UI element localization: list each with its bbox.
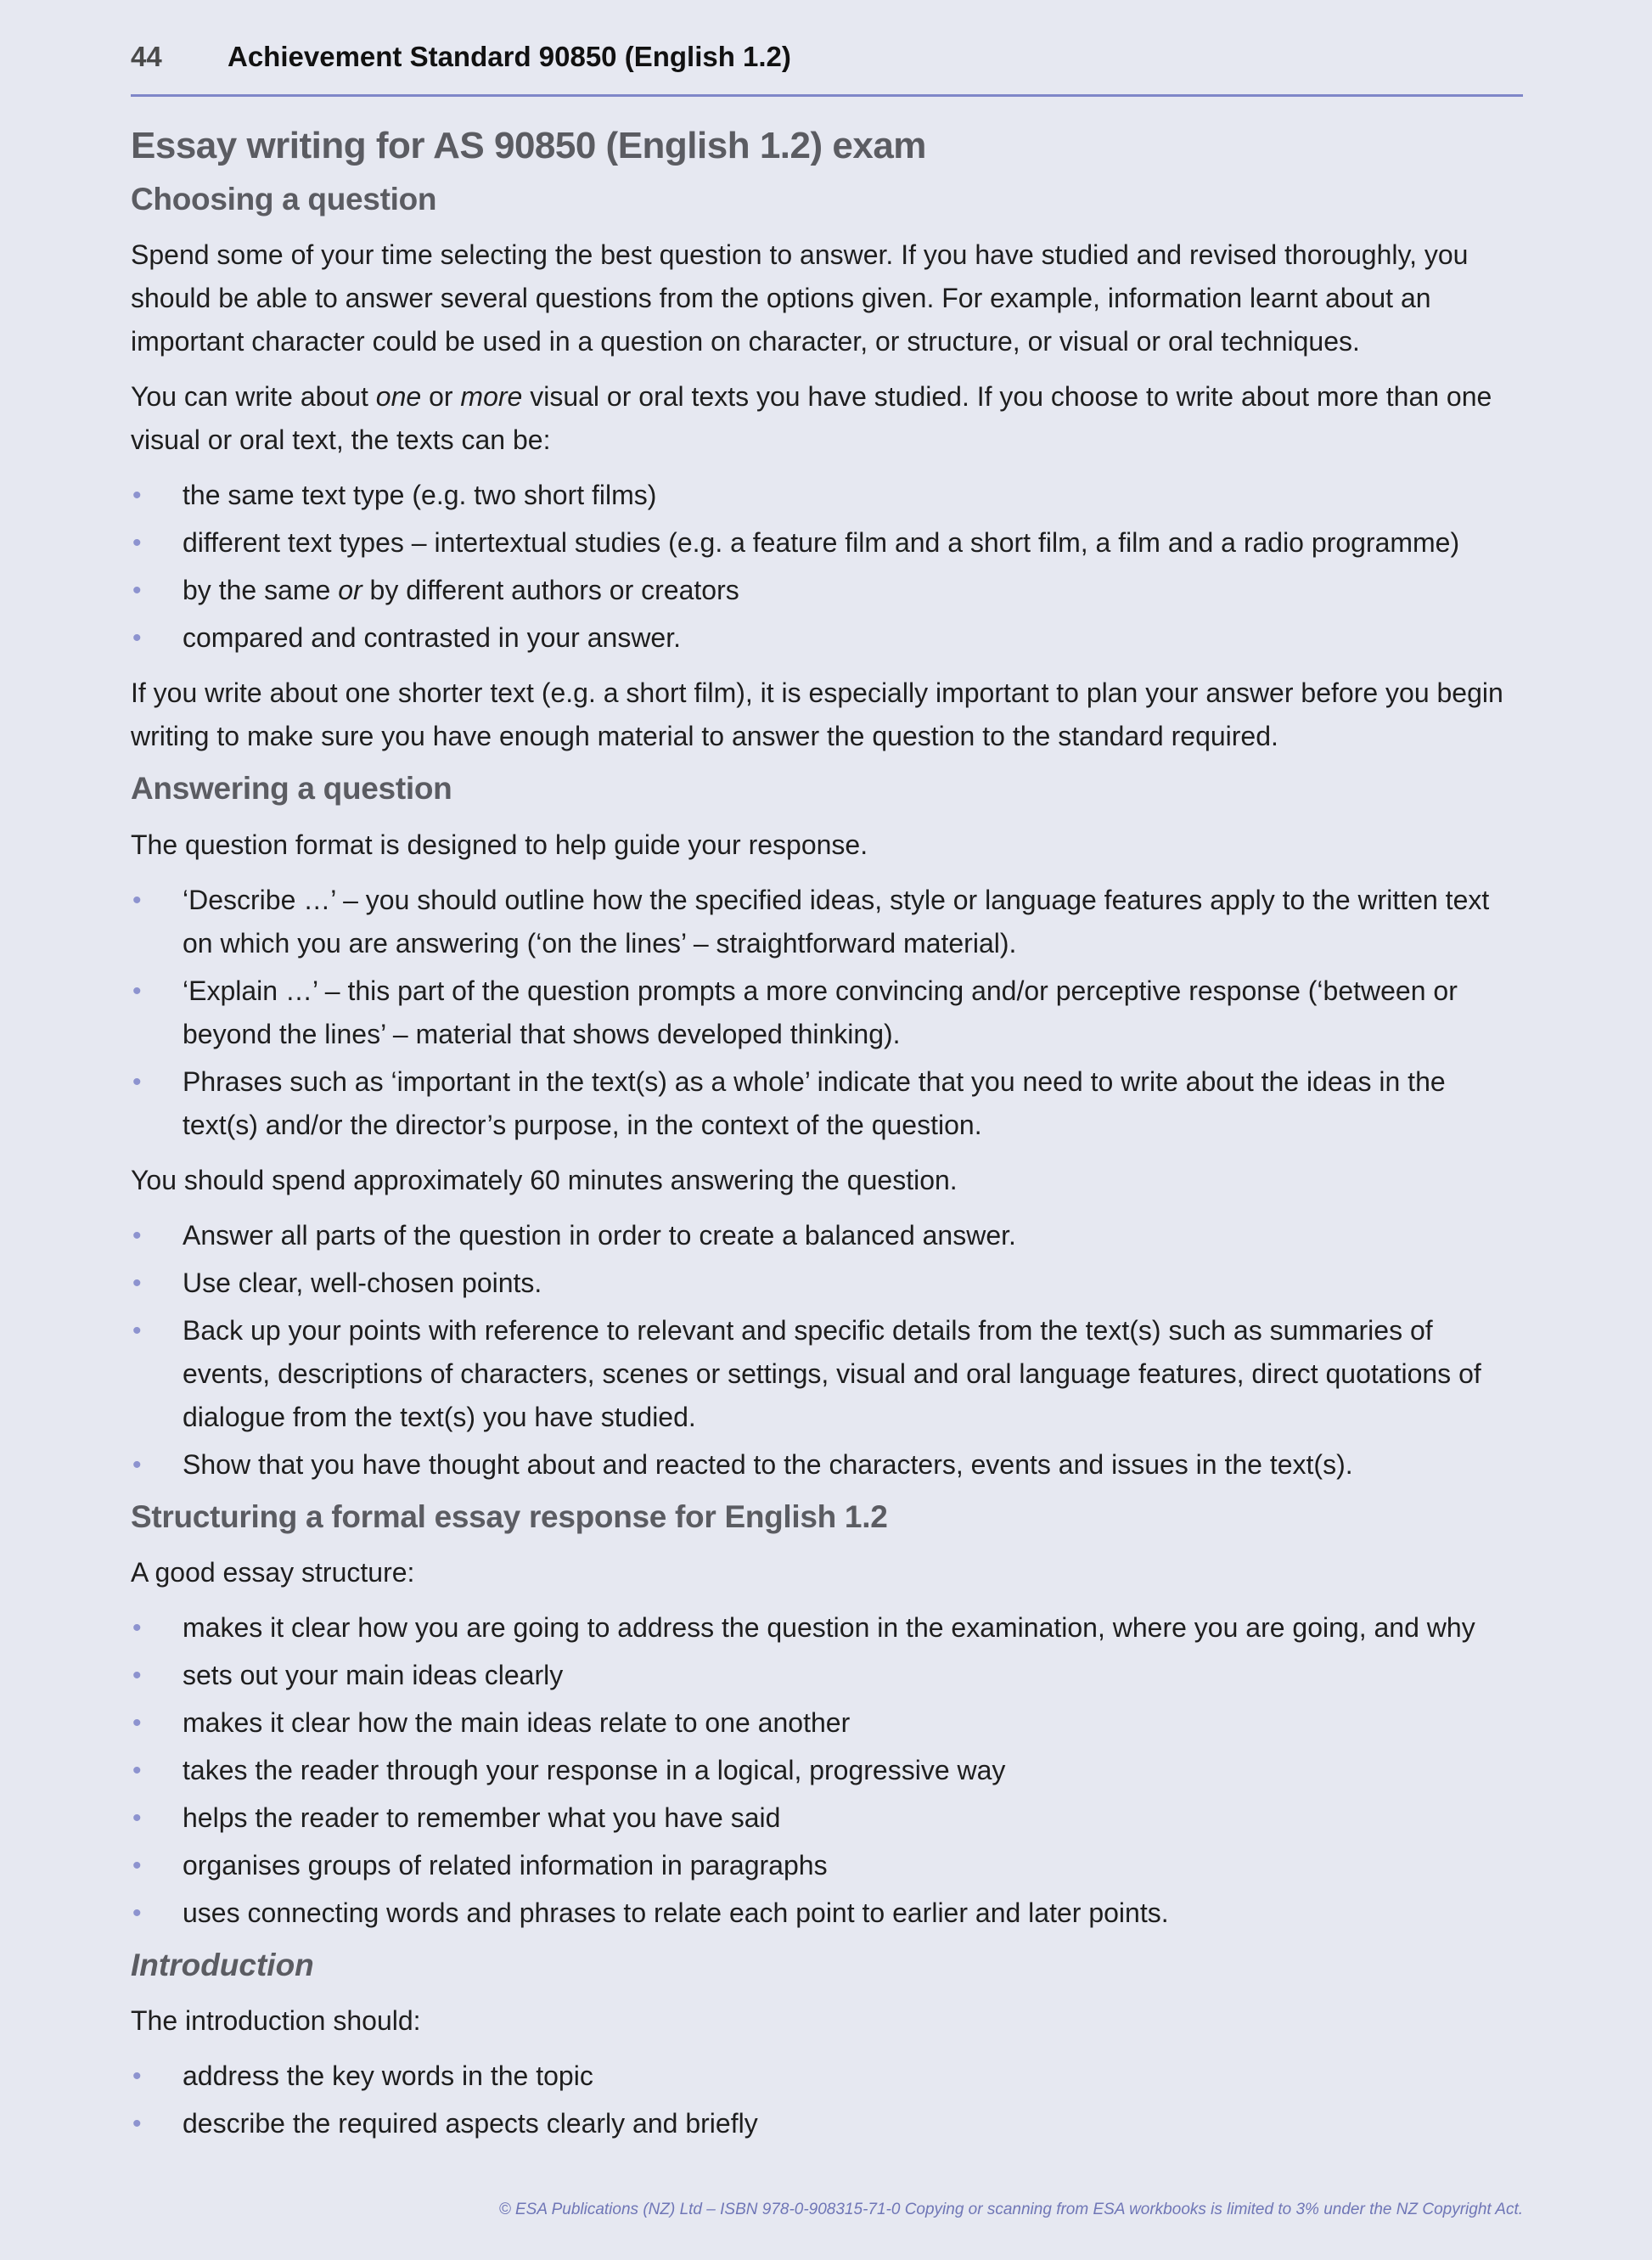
- page-header: [131, 41, 1523, 97]
- list-item-text: makes it clear how you are going to address the question in the examination, where you are going, and why: [183, 1611, 1475, 1643]
- bullet-icon: •: [132, 1221, 142, 1250]
- list-item-text: compared and contrasted in your answer.: [183, 622, 681, 654]
- list-item: [131, 1309, 1523, 1439]
- bullet-icon: •: [132, 481, 142, 510]
- list-item-text: uses connecting words and phrases to relate each point to earlier and later points.: [183, 1897, 1169, 1928]
- bullet-icon: •: [132, 624, 142, 653]
- list-item-text: ‘Explain …’ – this part of the question prompts a more convincing and/or perceptive response (‘between or beyond the lines’ – material that shows developed thinking).: [183, 975, 1458, 1049]
- text-run: by the same: [183, 575, 339, 606]
- running-header-title: Achievement Standard 90850 (English 1.2): [228, 41, 791, 72]
- page-title: Essay writing for AS 90850 (English 1.2) exam: [131, 125, 926, 166]
- bullet-icon: •: [132, 1450, 142, 1479]
- bullet-icon: •: [132, 576, 142, 605]
- text-run: visual or oral texts you have studied. If you choose to write about more than one visual or oral text, the texts can be:: [131, 381, 1492, 456]
- bullet-list: [131, 1606, 1523, 1935]
- bullet-icon: •: [132, 1898, 142, 1927]
- paragraph: [131, 375, 1523, 462]
- list-item-text: sets out your main ideas clearly: [183, 1659, 564, 1690]
- list-item: [131, 521, 1523, 565]
- bullet-icon: •: [132, 2110, 142, 2139]
- page-number: 44: [131, 41, 162, 72]
- list-item-text: Show that you have thought about and reacted to the characters, events and issues in the text(s).: [183, 1448, 1353, 1480]
- section-structuring-an-essay: [131, 1498, 1523, 1935]
- section-heading: Structuring a formal essay response for English 1.2: [131, 1498, 888, 1534]
- list-item: [131, 1654, 1523, 1697]
- bullet-icon: •: [132, 1661, 142, 1689]
- list-item: [131, 2102, 1523, 2145]
- list-item: [131, 569, 1523, 612]
- bullet-icon: •: [132, 1803, 142, 1832]
- list-item: [131, 1701, 1523, 1745]
- emphasis: or: [338, 575, 362, 606]
- bullet-icon: •: [132, 885, 142, 914]
- section-choosing-a-question: [131, 181, 1523, 758]
- list-item: [131, 1606, 1523, 1650]
- bullet-list: [131, 1214, 1523, 1487]
- main-content: [131, 124, 1523, 2157]
- paragraph: Spend some of your time selecting the best question to answer. If you have studied and revised thoroughly, you should be able to answer several questions from the options given. For example, information learnt about an important character could be used in a question on character, or structure, or visual or oral techniques.: [131, 239, 1469, 357]
- subsection-heading: Introduction: [131, 1947, 314, 1982]
- list-item-text: helps the reader to remember what you have said: [183, 1802, 781, 1833]
- list-item: [131, 1214, 1523, 1257]
- section-answering-a-question: [131, 770, 1523, 1486]
- bullet-icon: •: [132, 1316, 142, 1345]
- bullet-icon: •: [132, 1708, 142, 1737]
- list-item-text: Back up your points with reference to relevant and specific details from the text(s) such as summaries of events, descriptions of characters, scenes or settings, visual and oral language features, direct quotations of dialogue from the text(s) you have studied.: [183, 1314, 1481, 1432]
- list-item: [131, 1892, 1523, 1935]
- section-introduction: [131, 1947, 1523, 2145]
- bullet-icon: •: [132, 529, 142, 558]
- bullet-list: [131, 2055, 1523, 2145]
- list-item-text: Use clear, well-chosen points.: [183, 1267, 542, 1298]
- bullet-icon: •: [132, 1067, 142, 1096]
- list-item-text: different text types – intertextual studies (e.g. a feature film and a short film, a film and a radio programme): [183, 527, 1460, 559]
- emphasis: one: [375, 381, 422, 413]
- list-item-text: address the key words in the topic: [183, 2060, 593, 2092]
- emphasis: more: [460, 381, 523, 413]
- list-item-text: describe the required aspects clearly and briefly: [183, 2108, 758, 2139]
- text-run: or: [421, 381, 461, 413]
- list-item-text: makes it clear how the main ideas relate to one another: [183, 1706, 851, 1738]
- list-item: [131, 1443, 1523, 1487]
- list-item-text: Phrases such as ‘important in the text(s) as a whole’ indicate that you need to write about the ideas in the text(s) and/or the director’s purpose, in the context of the question.: [183, 1065, 1446, 1140]
- paragraph: If you write about one shorter text (e.g. a short film), it is especially important to plan your answer before you begin writing to make sure you have enough material to answer the question to the standard required.: [131, 677, 1503, 752]
- bullet-list: [131, 879, 1523, 1147]
- bullet-icon: •: [132, 1613, 142, 1642]
- bullet-icon: •: [132, 2062, 142, 2091]
- list-item-text: organises groups of related information in paragraphs: [183, 1849, 828, 1881]
- list-item: [131, 970, 1523, 1056]
- paragraph: A good essay structure:: [131, 1556, 415, 1588]
- list-item-text: the same text type (e.g. two short films): [183, 480, 657, 511]
- bullet-icon: •: [132, 1756, 142, 1785]
- list-item: [131, 1844, 1523, 1887]
- text-run: You can write about: [131, 381, 376, 413]
- list-item: [131, 2055, 1523, 2098]
- paragraph: The question format is designed to help guide your response.: [131, 829, 868, 860]
- list-item-text: Answer all parts of the question in order to create a balanced answer.: [183, 1219, 1016, 1251]
- section-heading: Answering a question: [131, 771, 452, 807]
- bullet-icon: •: [132, 1268, 142, 1297]
- bullet-icon: •: [132, 976, 142, 1005]
- list-item-text: ‘Describe …’ – you should outline how the specified ideas, style or language features apply to the written text on which you are answering (‘on the lines’ – straightforward material).: [183, 884, 1490, 959]
- text-run: by different authors or creators: [362, 575, 739, 606]
- section-heading: Choosing a question: [131, 181, 437, 216]
- list-item: [131, 879, 1523, 965]
- paragraph: The introduction should:: [131, 2005, 421, 2037]
- list-item: [131, 474, 1523, 517]
- copyright-footer: © ESA Publications (NZ) Ltd – ISBN 978-0-908315-71-0 Copying or scanning from ESA workbooks is limited to 3% under the NZ Copyright Act.: [498, 2201, 1523, 2218]
- list-item: [131, 616, 1523, 660]
- list-item: [131, 1749, 1523, 1792]
- list-item: [131, 1796, 1523, 1840]
- list-item-text: takes the reader through your response in a logical, progressive way: [183, 1754, 1006, 1785]
- list-item: [131, 1262, 1523, 1305]
- list-item: [131, 1060, 1523, 1147]
- paragraph: You should spend approximately 60 minutes answering the question.: [131, 1164, 958, 1195]
- bullet-list: [131, 474, 1523, 660]
- bullet-icon: •: [132, 1851, 142, 1880]
